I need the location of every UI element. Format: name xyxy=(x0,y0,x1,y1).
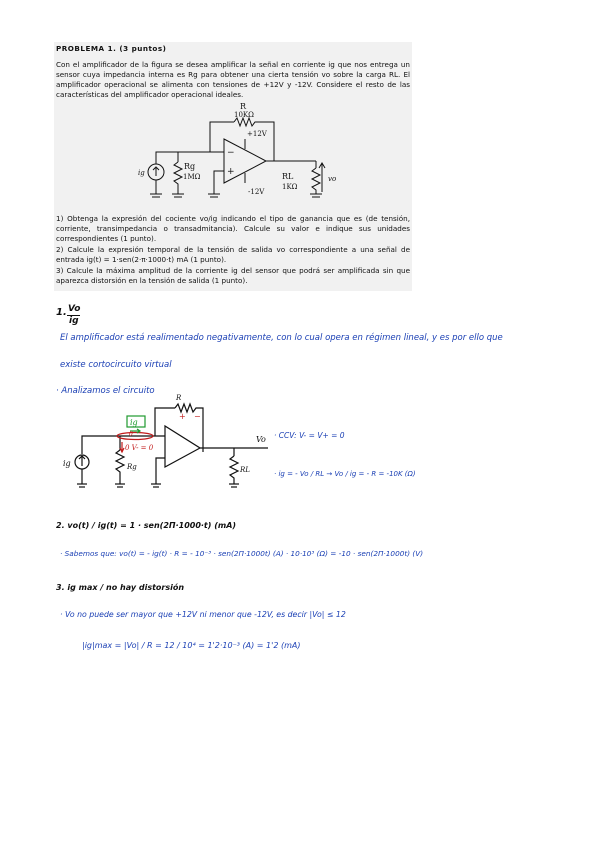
answer-ccv: · CCV: V- = V+ = 0 xyxy=(274,431,345,440)
fig-RL-value: 1KΩ xyxy=(282,183,298,191)
answer-q1-number: 1. xyxy=(56,307,67,318)
answer-fig-ig: ig xyxy=(63,459,71,468)
answer-q3-line: · Vo no puede ser mayor que +12V ni menor que -12V, es decir |Vo| ≤ 12 xyxy=(60,610,346,619)
fig-vminus: -12V xyxy=(248,188,265,196)
question-1: 1) Obtenga la expresión del cociente vo/ig indicando el tipo de ganancia que es (de tensión, corriente, transimpedancia o transadmitancia). Calcule su valor e indique sus unidades correspondientes (1 punto). xyxy=(56,214,410,243)
answer-q3-title: 3. ig max / no hay distorsión xyxy=(56,583,185,592)
answer-q2-title: 2. vo(t) / ig(t) = 1 · sen(2Π·1000·t) (mA) xyxy=(56,521,237,530)
fig-plus: + xyxy=(227,167,235,177)
answer-fig-plus-mark: + xyxy=(179,412,186,421)
answer-fig-vo: Vo xyxy=(256,435,266,444)
answer-q1-fraction-den: ig xyxy=(69,316,79,326)
answer-line-1: El amplificador está realimentado negativamente, con lo cual opera en régimen lineal, y es por ello que xyxy=(60,333,503,343)
fig-Rg: Rg xyxy=(184,162,196,171)
answer-circuit-figure xyxy=(0,392,600,512)
question-2: 2) Calcule la expresión temporal de la tensión de salida vo correspondiente a una señal de entrada ig(t) = 1·sen(2·π·1000·t) mA (1 punto). xyxy=(56,245,410,264)
answer-fig-zero-note: 0 V- = 0 xyxy=(125,444,154,452)
fig-vplus: +12V xyxy=(247,130,267,138)
fig-minus: − xyxy=(227,148,235,158)
fig-R-label: R xyxy=(240,102,247,111)
fig-RL: RL xyxy=(282,172,294,181)
answer-fig-zero-label: 0 xyxy=(129,431,133,438)
problem-circuit-figure xyxy=(56,102,410,212)
answer-line-3: · Analizamos el circuito xyxy=(56,386,155,396)
answer-q2-line: · Sabemos que: vo(t) = - ig(t) · R = - 10⁻³ · sen(2Π·1000t) (A) · 10·10³ (Ω) = -10 · sen(2Π·1000t) (V) xyxy=(60,549,424,558)
problem-title: PROBLEMA 1. (3 puntos) xyxy=(56,44,167,53)
fig-R-value: 10KΩ xyxy=(234,111,254,119)
answer-fig-ig-green: ig xyxy=(130,418,138,427)
answer-fig-R: R xyxy=(176,394,182,402)
problem-statement-box xyxy=(54,42,412,291)
answer-q3-equation: |ig|max = |Vo| / R = 12 / 10⁴ = 1'2·10⁻³ (A) = 1'2 (mA) xyxy=(82,641,301,650)
answer-q1-fraction-num: Vo xyxy=(68,304,81,314)
question-3: 3) Calcule la máxima amplitud de la corriente ig del sensor que podrá ser amplificada sin que aparezca distorsión en la tensión de salida (1 punto). xyxy=(56,266,410,285)
answer-fig-Rg: Rg xyxy=(127,463,137,471)
fig-vo: vo xyxy=(328,175,337,183)
fig-ig: ig xyxy=(138,169,145,177)
fig-Rg-value: 1MΩ xyxy=(183,173,201,181)
answer-opamp xyxy=(165,426,200,467)
answer-line-2: existe cortocircuito virtual xyxy=(60,360,172,370)
answer-fig-RL: RL xyxy=(240,466,250,474)
answer-ig-equation: · ig = - Vo / RL → Vo / ig = - R = -10K (Ω) xyxy=(274,470,416,478)
problem-text: Con el amplificador de la figura se desea amplificar la señal en corriente ig que nos entrega un sensor cuya impedancia interna es Rg para obtener una cierta tensión vo sobre la carga RL. El amplificador operacional se alimenta con tensiones de +12V y -12V. Considere el resto de las características del amplificador operacional ideales. xyxy=(56,60,410,99)
answer-fig-minus-mark: − xyxy=(194,412,201,421)
